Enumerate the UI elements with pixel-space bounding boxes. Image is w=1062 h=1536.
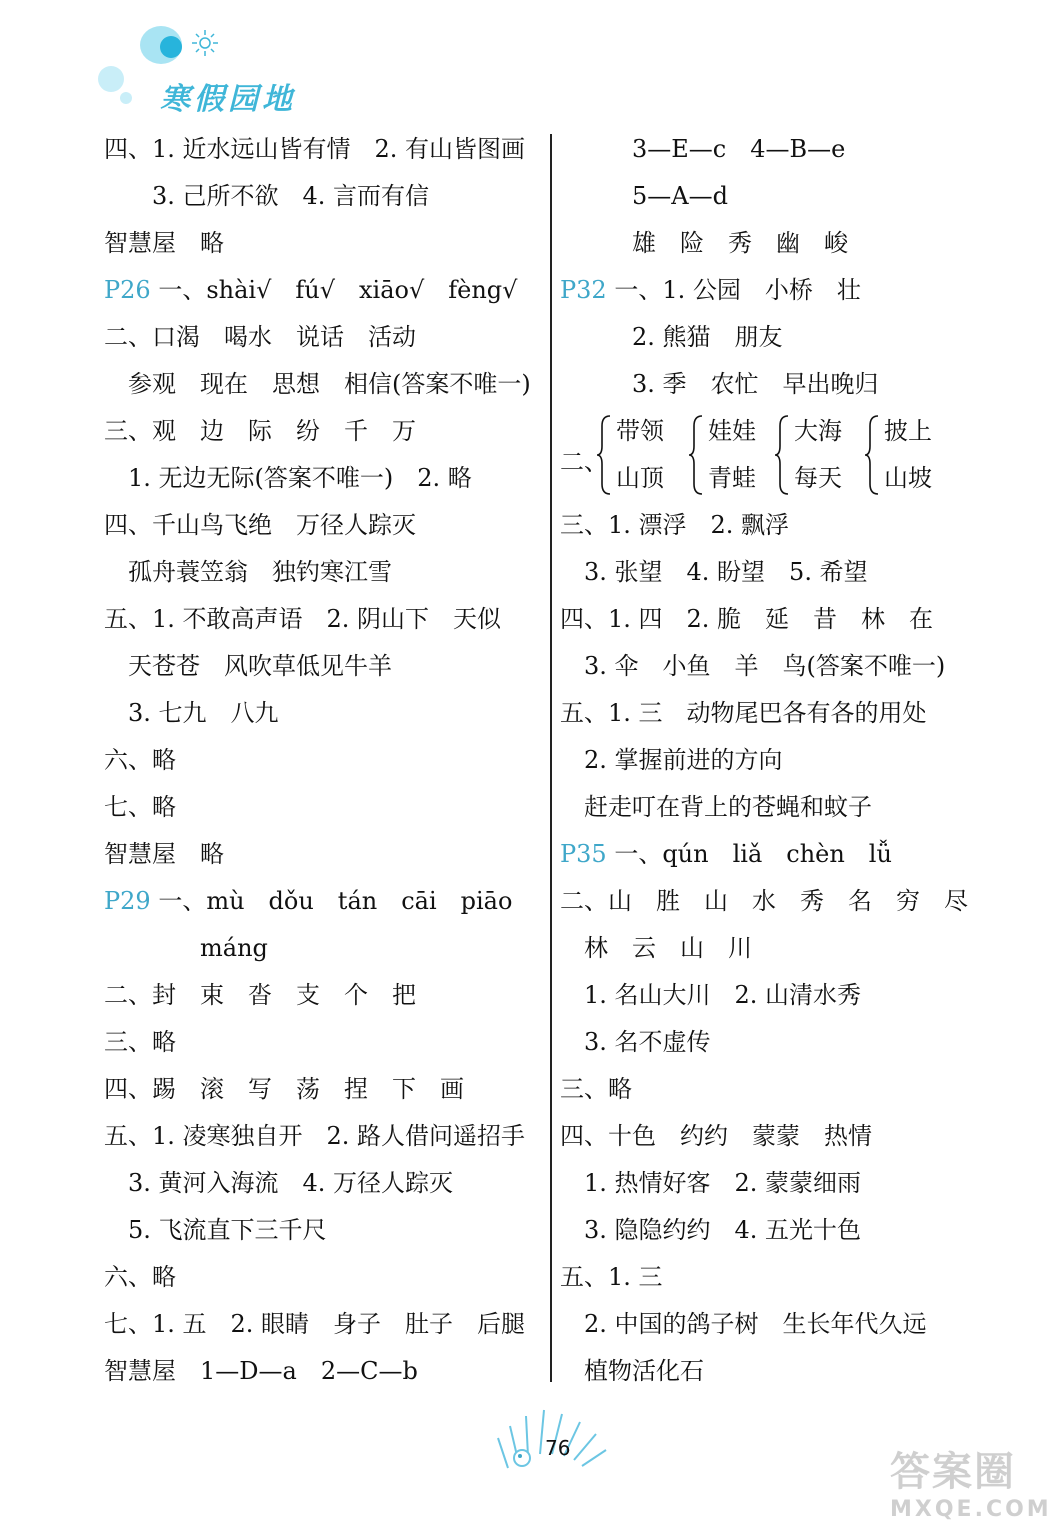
- answer-line: [104, 126, 544, 173]
- answer-line: [104, 408, 544, 455]
- answer-line: [104, 690, 544, 737]
- answer-line: [560, 737, 1010, 784]
- answer-text: 5. 飞流直下三千尺: [104, 1216, 327, 1244]
- page-ref: P32: [560, 276, 607, 304]
- brace-word-bottom: 山坡: [884, 464, 932, 492]
- answer-line: [560, 1160, 1010, 1207]
- answer-text: 林 云 山 川: [560, 934, 752, 962]
- watermark-line1: 答案圈: [890, 1449, 1016, 1495]
- answer-text: 3. 季 农忙 早出晚归: [560, 370, 879, 398]
- answer-line: [560, 361, 1010, 408]
- answer-text: 一、shài√ fú√ xiāo√ fèng√: [150, 276, 518, 304]
- right-bottom-lines: [560, 502, 1010, 1395]
- answer-line: [560, 1348, 1010, 1395]
- brace-word-bottom: 每天: [794, 464, 842, 492]
- answer-text: 四、1. 近水远山皆有情 2. 有山皆图画: [104, 135, 526, 163]
- answer-line: [560, 784, 1010, 831]
- answer-line: [104, 1019, 544, 1066]
- answer-text: 二、山 胜 山 水 秀 名 穷 尽: [560, 887, 968, 915]
- answer-text: 3. 己所不欲 4. 言而有信: [104, 182, 430, 210]
- answer-text: 四、十色 约约 蒙蒙 热情: [560, 1122, 872, 1150]
- page-number: 76: [545, 1436, 571, 1460]
- answer-text: 五、1. 凌寒独自开 2. 路人借问遥招手: [104, 1122, 526, 1150]
- answer-line: [560, 267, 1010, 314]
- answer-line: [560, 502, 1010, 549]
- answer-line: [560, 972, 1010, 1019]
- answer-text: 一、qún liǎ chèn lǚ: [606, 840, 892, 868]
- answer-text: 四、千山鸟飞绝 万径人踪灭: [104, 511, 416, 539]
- answer-line: [104, 455, 544, 502]
- answer-text: máng: [104, 934, 268, 962]
- page-ref: P29: [104, 887, 151, 915]
- answer-line: [104, 925, 544, 972]
- answer-text: 1. 无边无际(答案不唯一) 2. 略: [104, 464, 472, 492]
- answer-text: 六、略: [104, 1263, 176, 1291]
- page-ref: P35: [560, 840, 607, 868]
- answer-line: [104, 1301, 544, 1348]
- answer-line: [104, 784, 544, 831]
- answer-line: [560, 643, 1010, 690]
- answer-text: 2. 熊猫 朋友: [560, 323, 783, 351]
- answer-text: 四、1. 四 2. 脆 延 昔 林 在: [560, 605, 934, 633]
- answer-line: [104, 1207, 544, 1254]
- answer-text: 三、略: [560, 1075, 632, 1103]
- answer-text: 六、略: [104, 746, 176, 774]
- answer-text: 1. 名山大川 2. 山清水秀: [560, 981, 862, 1009]
- answer-text: 五、1. 三: [560, 1263, 663, 1291]
- answer-line: [560, 549, 1010, 596]
- brace-icon: [596, 414, 612, 496]
- answer-line: [560, 831, 1010, 878]
- answer-line: [560, 220, 1010, 267]
- logo-bubble-tiny: [120, 92, 132, 104]
- answer-text: 四、踢 滚 写 荡 捏 下 画: [104, 1075, 464, 1103]
- answer-text: 智慧屋 1—D—a 2—C—b: [104, 1357, 418, 1385]
- answer-text: 三、观 边 际 纷 千 万: [104, 417, 416, 445]
- brace-icon: [864, 414, 880, 496]
- answer-line: [104, 1348, 544, 1395]
- left-column: [104, 126, 544, 1395]
- answer-line: [104, 1254, 544, 1301]
- answer-line: [104, 1066, 544, 1113]
- answer-text: 一、1. 公园 小桥 壮: [606, 276, 861, 304]
- brace-row-lead: 二、: [560, 448, 608, 476]
- answer-line: [104, 972, 544, 1019]
- watermark: [890, 1440, 1050, 1530]
- answer-text: 一、mù dǒu tán cāi piāo: [150, 887, 513, 915]
- answer-line: [104, 878, 544, 925]
- answer-text: 七、略: [104, 793, 176, 821]
- answer-text: 五、1. 三 动物尾巴各有各的用处: [560, 699, 927, 727]
- answer-line: [560, 878, 1010, 925]
- answer-line: [560, 1066, 1010, 1113]
- answer-text: 1. 热情好客 2. 蒙蒙细雨: [560, 1169, 862, 1197]
- answer-line: [104, 1113, 544, 1160]
- answer-text: 二、口渴 喝水 说话 活动: [104, 323, 416, 351]
- answer-text: 2. 掌握前进的方向: [560, 746, 783, 774]
- brace-word-top: 披上: [884, 417, 932, 445]
- answer-line: [104, 737, 544, 784]
- answer-text: 3. 张望 4. 盼望 5. 希望: [560, 558, 868, 586]
- answer-text: 3. 名不虚传: [560, 1028, 711, 1056]
- answer-line: [104, 831, 544, 878]
- answer-line: [104, 220, 544, 267]
- logo-bubble-small: [98, 66, 124, 92]
- answer-text: 参观 现在 思想 相信(答案不唯一): [104, 370, 531, 398]
- logo-title: 寒假园地: [160, 82, 296, 117]
- answer-text: 三、1. 漂浮 2. 飘浮: [560, 511, 790, 539]
- header-logo: [90, 22, 310, 117]
- answer-line: [104, 502, 544, 549]
- answer-line: [560, 1207, 1010, 1254]
- answer-line: [560, 596, 1010, 643]
- answer-line: [104, 549, 544, 596]
- brace-icon: [774, 414, 790, 496]
- answer-text: 孤舟蓑笠翁 独钓寒江雪: [104, 558, 392, 586]
- answer-line: [560, 690, 1010, 737]
- answer-text: 3. 伞 小鱼 羊 鸟(答案不唯一): [560, 652, 946, 680]
- answer-text: 三、略: [104, 1028, 176, 1056]
- right-top-lines: [560, 126, 1010, 408]
- answer-text: 5—A—d: [560, 182, 728, 210]
- answer-text: 2. 中国的鸽子树 生长年代久远: [560, 1310, 927, 1338]
- answer-line: [104, 1160, 544, 1207]
- answer-line: [560, 1113, 1010, 1160]
- page-ref: P26: [104, 276, 151, 304]
- answer-line: [104, 267, 544, 314]
- answer-text: 天苍苍 风吹草低见牛羊: [104, 652, 392, 680]
- brace-icon: [688, 414, 704, 496]
- answer-line: [104, 643, 544, 690]
- answer-text: 智慧屋 略: [104, 229, 224, 257]
- brace-word-top: 大海: [794, 417, 842, 445]
- answer-text: 3. 黄河入海流 4. 万径人踪灭: [104, 1169, 454, 1197]
- answer-line: [104, 596, 544, 643]
- logo-bubble-medium: [160, 36, 182, 58]
- brace-word-bottom: 青蛙: [708, 464, 756, 492]
- brace-row: [560, 408, 1010, 502]
- answer-line: [560, 126, 1010, 173]
- answer-text: 3. 隐隐约约 4. 五光十色: [560, 1216, 862, 1244]
- answer-line: [104, 361, 544, 408]
- answer-line: [560, 314, 1010, 361]
- answer-text: 二、封 束 沓 支 个 把: [104, 981, 416, 1009]
- answer-line: [560, 1019, 1010, 1066]
- answer-text: 赶走叮在背上的苍蝇和蚊子: [560, 793, 872, 821]
- brace-word-bottom: 山顶: [616, 464, 664, 492]
- answer-text: 雄 险 秀 幽 峻: [560, 229, 848, 257]
- right-column: [560, 126, 1010, 1395]
- answer-line: [560, 925, 1010, 972]
- answer-line: [560, 1254, 1010, 1301]
- sun-icon: [190, 28, 220, 58]
- answer-text: 五、1. 不敢高声语 2. 阴山下 天似: [104, 605, 502, 633]
- answer-text: 3—E—c 4—B—e: [560, 135, 846, 163]
- brace-word-top: 娃娃: [708, 417, 756, 445]
- brace-word-top: 带领: [616, 417, 664, 445]
- answer-line: [560, 173, 1010, 220]
- answer-text: 3. 七九 八九: [104, 699, 279, 727]
- answer-line: [104, 173, 544, 220]
- answer-line: [104, 314, 544, 361]
- answer-line: [560, 1301, 1010, 1348]
- answer-text: 智慧屋 略: [104, 840, 224, 868]
- answer-text: 七、1. 五 2. 眼睛 身子 肚子 后腿: [104, 1310, 526, 1338]
- watermark-line2: MXQE.COM: [890, 1497, 1052, 1522]
- answer-text: 植物活化石: [560, 1357, 704, 1385]
- column-divider: [550, 134, 552, 1382]
